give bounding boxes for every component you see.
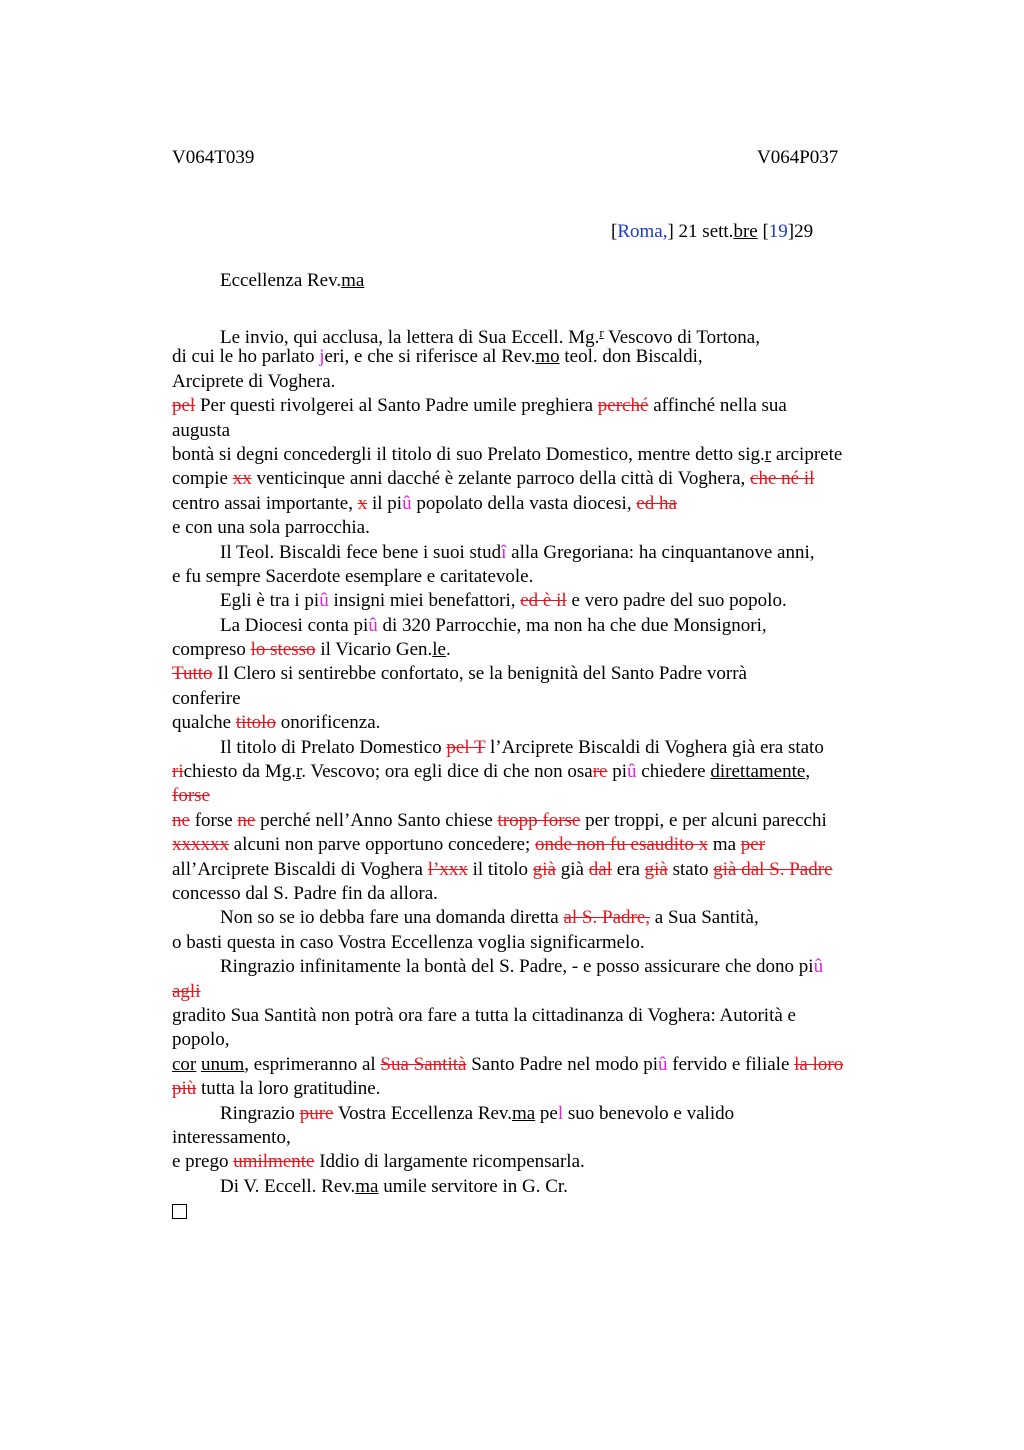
deleted-text: ne	[237, 809, 256, 831]
text-line	[172, 906, 912, 930]
deleted-text: perché	[597, 395, 649, 417]
inserted-text: û	[627, 761, 637, 783]
text-line	[172, 687, 912, 711]
text-segment: chiedere	[636, 761, 711, 783]
marked-text: direttamente	[710, 761, 806, 783]
text-line	[172, 882, 912, 906]
text-segment: bontà si degni concedergli il titolo di suo Prelato Domestico, mentre detto sig.	[172, 443, 765, 465]
text-segment: Ringrazio	[220, 1102, 300, 1124]
deleted-text: ri	[172, 761, 184, 783]
text-line	[172, 1004, 912, 1028]
text-line	[172, 1150, 912, 1174]
left-code: V064T039	[172, 147, 255, 168]
text-segment: o basti questa in caso Vostra Eccellenza voglia significarmelo.	[172, 931, 645, 953]
dateline	[611, 221, 813, 243]
text-line	[172, 370, 912, 394]
text-line	[172, 980, 912, 1004]
deleted-text: onde non fu esaudito x	[535, 834, 709, 856]
text-line	[172, 931, 912, 955]
text-segment: Per questi rivolgerei al Santo Padre umile preghiera	[195, 395, 598, 417]
text-segment: Di V. Eccell. Rev.	[220, 1175, 356, 1197]
text-segment: forse	[189, 809, 238, 831]
dateline-bre: bre	[733, 221, 758, 242]
dateline-bracket: [	[757, 221, 769, 242]
right-code: V064P037	[757, 147, 839, 168]
deleted-text: al S. Padre,	[563, 907, 651, 929]
text-segment: Iddio di largamente ricompensarla.	[314, 1151, 585, 1173]
text-segment: centro assai importante,	[172, 492, 358, 514]
text-segment: onorificenza.	[275, 712, 381, 734]
marked-text: unum	[201, 1053, 245, 1075]
text-segment: gradito Sua Santità non potrà ora fare a tutta la cittadinanza di Voghera: Autorità e	[172, 1004, 796, 1026]
text-segment: .	[445, 639, 451, 661]
text-line	[172, 321, 912, 348]
text-segment: ,	[805, 761, 811, 783]
text-segment: già	[556, 858, 589, 880]
text-line	[172, 565, 912, 589]
dateline-year-prefix: 19	[768, 221, 788, 242]
text-line	[172, 711, 912, 735]
text-line	[172, 833, 912, 857]
text-line	[172, 1077, 912, 1101]
text-segment: fervido e filiale	[667, 1053, 795, 1075]
text-line	[172, 955, 912, 979]
deleted-text: Tutto	[172, 663, 213, 685]
deleted-text: l’xxx	[427, 858, 468, 880]
text-segment: era	[611, 858, 645, 880]
text-segment: teol. don Biscaldi,	[559, 346, 703, 368]
text-line	[172, 1028, 912, 1052]
text-line	[172, 858, 912, 882]
deleted-text: pure	[299, 1102, 334, 1124]
text-segment: popolato della vasta diocesi,	[411, 492, 637, 514]
text-segment: tutta la loro gratitudine.	[196, 1078, 381, 1100]
text-segment: pi	[607, 761, 628, 783]
deleted-text: tropp forse	[497, 809, 581, 831]
text-line	[172, 662, 912, 686]
text-segment: insigni miei benefattori,	[328, 590, 521, 612]
deleted-text: ne	[172, 809, 190, 831]
text-segment: il pi	[367, 492, 403, 514]
inserted-text: û	[368, 614, 378, 636]
inserted-text: û	[658, 1053, 668, 1075]
text-segment: e con una sola parrocchia.	[172, 517, 370, 539]
deleted-text: già dal S. Padre	[713, 858, 833, 880]
text-segment: Ringrazio infinitamente la bontà del S. Padre, - e posso assicurare che dono pi	[220, 956, 814, 978]
text-line	[172, 419, 912, 443]
end-mark-line	[172, 1199, 912, 1223]
text-segment: perché nell’Anno Santo chiese	[255, 809, 498, 831]
marked-text: cor	[172, 1053, 197, 1075]
dateline-year-suffix: ]29	[787, 221, 814, 242]
text-segment: affinché nella sua	[648, 395, 787, 417]
text-line	[172, 1053, 912, 1077]
text-line	[172, 492, 912, 516]
marked-text: ma	[355, 1175, 379, 1197]
deleted-text: xx	[232, 468, 252, 490]
text-line	[172, 443, 912, 467]
text-segment: suo benevolo e valido	[563, 1102, 735, 1124]
deleted-text: già	[532, 858, 556, 880]
text-line	[172, 760, 912, 784]
text-segment: Santo Padre nel modo pi	[466, 1053, 659, 1075]
text-segment: di cui le ho parlato	[172, 346, 320, 368]
deleted-text: pel	[172, 395, 196, 417]
deleted-text: titolo	[235, 712, 276, 734]
text-segment: pe	[535, 1102, 558, 1124]
text-line	[172, 809, 912, 833]
text-segment: concesso dal S. Padre fin da allora.	[172, 882, 438, 904]
dateline-place: Roma,	[617, 221, 668, 242]
dateline-open-bracket: [	[611, 221, 618, 242]
salutation-text: Eccellenza Rev.	[220, 270, 342, 291]
deleted-text: già	[644, 858, 668, 880]
text-segment: , esprimeranno al	[244, 1053, 381, 1075]
text-segment: stato	[667, 858, 714, 880]
marked-text: ma	[511, 1102, 536, 1124]
marked-text: r	[599, 325, 604, 340]
text-segment: Egli è tra i pi	[220, 590, 320, 612]
text-segment: all’Arciprete Biscaldi di Voghera	[172, 858, 428, 880]
deleted-text: xxxxxx	[172, 834, 229, 856]
text-segment: qualche	[172, 712, 236, 734]
text-segment: eri, e che si riferisce al Rev.	[324, 346, 536, 368]
text-segment: Vescovo di Tortona,	[603, 327, 760, 348]
deleted-text: umilmente	[233, 1151, 315, 1173]
text-segment: a Sua Santità,	[650, 907, 759, 929]
inserted-text: û	[402, 492, 412, 514]
deleted-text: dal	[588, 858, 612, 880]
text-segment: il titolo	[467, 858, 533, 880]
text-segment: alla Gregoriana: ha cinquantanove anni,	[506, 541, 815, 563]
deleted-text: ed ha	[636, 492, 677, 514]
deleted-text: la loro	[794, 1053, 844, 1075]
deleted-text: agli	[172, 980, 201, 1002]
text-segment: compie	[172, 468, 233, 490]
text-segment: Il Teol. Biscaldi fece bene i suoi stud	[220, 541, 502, 563]
text-segment: La Diocesi conta pi	[220, 614, 369, 636]
text-line	[172, 516, 912, 540]
deleted-text: lo stesso	[250, 639, 316, 661]
text-segment: umile servitore in G. Cr.	[378, 1175, 568, 1197]
text-line	[172, 1102, 912, 1126]
deleted-text: forse	[172, 785, 210, 807]
marked-text: le	[432, 639, 446, 661]
letter-body	[172, 321, 912, 1223]
text-segment: augusta	[172, 419, 231, 441]
text-line	[172, 736, 912, 760]
dateline-day-month: ] 21 sett.	[667, 221, 734, 242]
text-line	[172, 394, 912, 418]
text-segment: venticinque anni dacché è zelante parroco della città di Voghera,	[251, 468, 751, 490]
inserted-text: û	[319, 590, 329, 612]
text-segment: arciprete	[771, 443, 843, 465]
deleted-text: pel T	[446, 736, 486, 758]
empty-box-icon	[172, 1204, 187, 1219]
text-line	[172, 1175, 912, 1199]
text-segment: il Vicario Gen.	[315, 639, 433, 661]
deleted-text: Sua Santità	[380, 1053, 467, 1075]
deleted-text: per	[740, 834, 766, 856]
inserted-text: j	[319, 346, 325, 368]
marked-text: mo	[535, 346, 560, 368]
deleted-text: che né il	[750, 468, 815, 490]
deleted-text: più	[172, 1078, 197, 1100]
text-segment: Vostra Eccellenza Rev.	[333, 1102, 512, 1124]
text-segment: e vero padre del suo popolo.	[566, 590, 787, 612]
text-line	[172, 467, 912, 491]
text-segment: Non so se io debba fare una domanda diretta	[220, 907, 564, 929]
text-segment: Le invio, qui acclusa, la lettera di Sua Eccell. Mg.	[220, 327, 600, 348]
text-segment: conferire	[172, 687, 241, 709]
text-line	[172, 638, 912, 662]
text-segment: chiesto da Mg.	[183, 761, 297, 783]
text-segment: Il Clero si sentirebbe confortato, se la benignità del Santo Padre vorrà	[212, 663, 747, 685]
text-segment: popolo,	[172, 1029, 230, 1051]
text-segment: l’Arciprete Biscaldi di Voghera già era stato	[485, 736, 824, 758]
inserted-text: l	[557, 1102, 564, 1124]
text-segment: Il titolo di Prelato Domestico	[220, 736, 447, 758]
text-segment: e prego	[172, 1151, 234, 1173]
text-segment: compreso	[172, 639, 251, 661]
text-line	[172, 541, 912, 565]
text-segment: alcuni non parve opportuno concedere;	[229, 834, 535, 856]
salutation-ma: ma	[341, 270, 365, 291]
text-segment: . Vescovo; ora egli dice di che non osa	[301, 761, 593, 783]
text-segment: interessamento,	[172, 1126, 291, 1148]
text-segment: per troppi, e per alcuni parecchi	[580, 809, 827, 831]
text-segment: ma	[708, 834, 741, 856]
text-segment: di 320 Parrocchie, ma non ha che due Monsignori,	[377, 614, 767, 636]
deleted-text: ed è il	[520, 590, 567, 612]
text-segment: Arciprete di Voghera.	[172, 370, 336, 392]
marked-text: r	[764, 443, 772, 465]
deleted-text: re	[592, 761, 608, 783]
text-segment: e fu sempre Sacerdote esemplare e caritatevole.	[172, 565, 534, 587]
inserted-text: î	[501, 541, 507, 563]
inserted-text: û	[813, 956, 824, 978]
deleted-text: x	[357, 492, 368, 514]
text-line	[172, 345, 912, 369]
text-line	[172, 614, 912, 638]
text-line	[172, 1126, 912, 1150]
text-line	[172, 784, 912, 808]
marked-text: r	[296, 761, 302, 783]
salutation	[220, 270, 364, 292]
text-line	[172, 589, 912, 613]
